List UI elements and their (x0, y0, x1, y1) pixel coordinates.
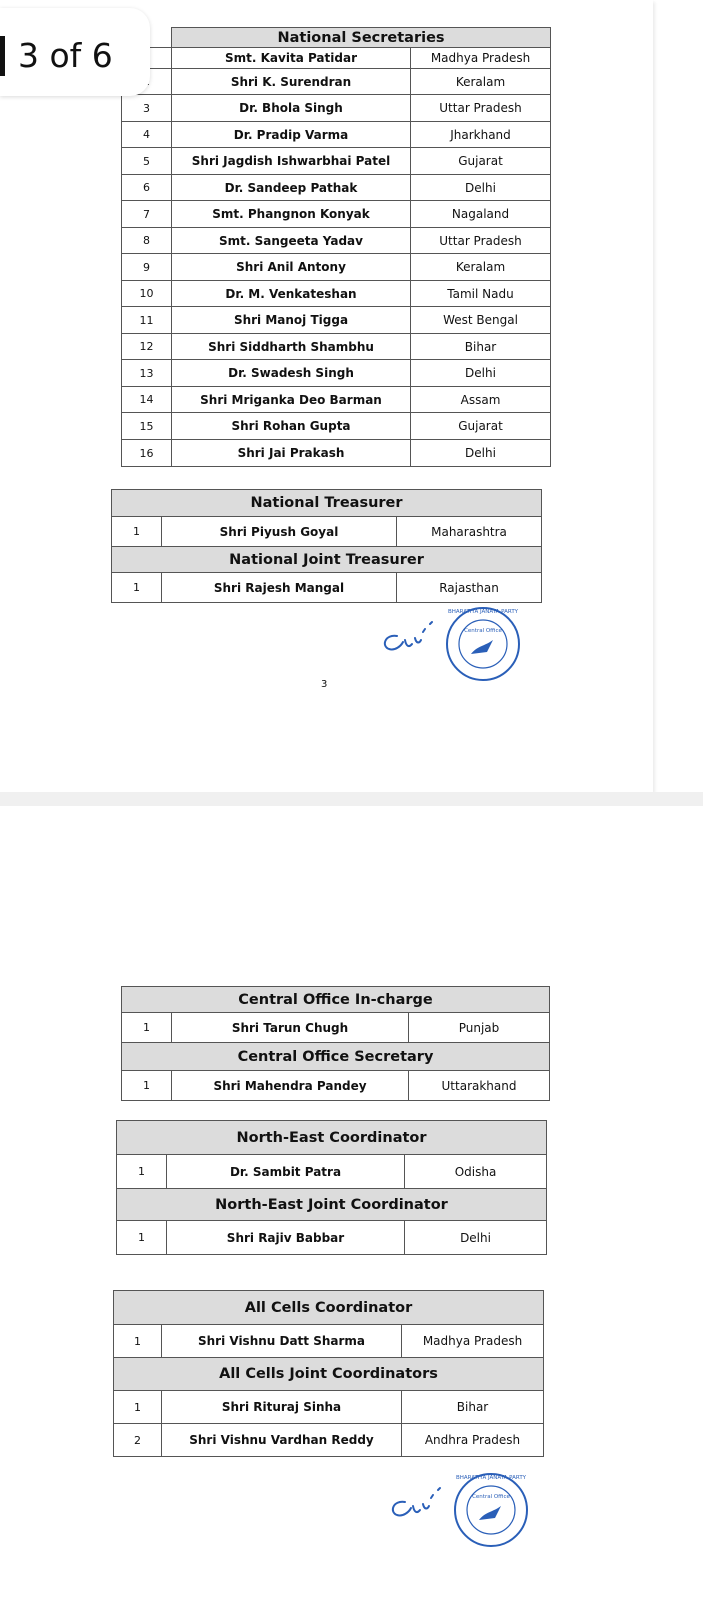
table-row (112, 573, 542, 603)
row-number: 6 (122, 175, 172, 201)
row-number: 10 (122, 281, 172, 307)
table-heading: North-East Coordinator (117, 1121, 547, 1155)
row-number: 1 (122, 1013, 172, 1043)
table-row (122, 281, 551, 307)
table-heading: All Cells Joint Coordinators (114, 1358, 544, 1391)
member-name: Dr. Pradip Varma (172, 122, 411, 148)
table-row (122, 360, 551, 387)
member-state: Bihar (411, 334, 551, 360)
row-number: 1 (117, 1155, 167, 1189)
member-name: Dr. M. Venkateshan (172, 281, 411, 307)
member-state: Gujarat (411, 413, 551, 440)
row-number: 4 (122, 122, 172, 148)
row-number: 3 (122, 95, 172, 122)
table-row (117, 1221, 547, 1255)
member-name: Shri Rituraj Sinha (162, 1391, 402, 1424)
member-name: Shri Vishnu Datt Sharma (162, 1325, 402, 1358)
row-number: 7 (122, 201, 172, 228)
page-separator (0, 792, 703, 806)
table-heading: National Treasurer (112, 490, 542, 517)
member-name: Shri K. Surendran (172, 69, 411, 95)
table-heading: National Joint Treasurer (112, 547, 542, 573)
document-page-4 (0, 806, 653, 1600)
member-name: Shri Vishnu Vardhan Reddy (162, 1424, 402, 1457)
table-heading: All Cells Coordinator (114, 1291, 544, 1325)
table-row (122, 307, 551, 334)
member-state: Rajasthan (397, 573, 542, 603)
member-name: Smt. Sangeeta Yadav (172, 228, 411, 254)
member-name: Smt. Kavita Patidar (172, 48, 411, 69)
member-name: Shri Mahendra Pandey (172, 1071, 409, 1101)
member-name: Dr. Sambit Patra (167, 1155, 405, 1189)
member-state: Nagaland (411, 201, 551, 228)
member-name: Dr. Bhola Singh (172, 95, 411, 122)
member-name: Shri Mriganka Deo Barman (172, 387, 411, 413)
member-state: Keralam (411, 254, 551, 281)
table-row (122, 48, 551, 69)
table-heading: National Secretaries (172, 28, 551, 48)
stamp-outer-text: BHARATIYA JANATA PARTY (455, 1475, 527, 1481)
row-number: 1 (112, 573, 162, 603)
table-row (122, 228, 551, 254)
member-state: Assam (411, 387, 551, 413)
page-counter-badge (0, 8, 150, 96)
table-row (122, 387, 551, 413)
stamp-inner-text: Central Office (472, 1494, 510, 1500)
row-number: 1 (122, 1071, 172, 1101)
row-number: 5 (122, 148, 172, 175)
member-name: Shri Rajiv Babbar (167, 1221, 405, 1255)
member-state: Bihar (402, 1391, 544, 1424)
member-name: Shri Jagdish Ishwarbhai Patel (172, 148, 411, 175)
row-number: 1 (117, 1221, 167, 1255)
table-row (122, 148, 551, 175)
member-state: Punjab (409, 1013, 550, 1043)
member-state: Delhi (405, 1221, 547, 1255)
member-state: Tamil Nadu (411, 281, 551, 307)
table-row (114, 1424, 544, 1457)
member-name: Shri Manoj Tigga (172, 307, 411, 334)
table-row (122, 69, 551, 95)
page-counter-text: 3 of 6 (18, 36, 113, 75)
table-row (122, 175, 551, 201)
page-number: 3 (321, 679, 328, 690)
table-row (122, 1013, 550, 1043)
table-heading: Central Office In-charge (122, 987, 550, 1013)
member-state: Delhi (411, 440, 551, 467)
member-name: Shri Piyush Goyal (162, 517, 397, 547)
row-number: 1 (112, 517, 162, 547)
table-heading: Central Office Secretary (122, 1043, 550, 1071)
member-state: Uttar Pradesh (411, 228, 551, 254)
row-number: 1 (114, 1325, 162, 1358)
member-state: Maharashtra (397, 517, 542, 547)
north-east-table (116, 1120, 547, 1255)
table-row (114, 1325, 544, 1358)
member-state: Gujarat (411, 148, 551, 175)
member-name: Dr. Sandeep Pathak (172, 175, 411, 201)
table-row (122, 1071, 550, 1101)
member-name: Shri Tarun Chugh (172, 1013, 409, 1043)
all-cells-table (113, 1290, 544, 1457)
central-office-table (121, 986, 550, 1101)
member-name: Shri Siddharth Shambhu (172, 334, 411, 360)
member-state: Keralam (411, 69, 551, 95)
member-state: Delhi (411, 360, 551, 387)
row-number: 11 (122, 307, 172, 334)
stamp-outer-text: BHARATIYA JANATA PARTY (447, 609, 519, 615)
table-row (122, 334, 551, 360)
row-number: 13 (122, 360, 172, 387)
member-state: Delhi (411, 175, 551, 201)
row-number: 15 (122, 413, 172, 440)
table-row (122, 95, 551, 122)
member-name: Smt. Phangnon Konyak (172, 201, 411, 228)
table-row (122, 201, 551, 228)
stamp-inner-text: Central Office (464, 628, 502, 634)
national-treasurer-table (111, 489, 542, 603)
table-row (112, 517, 542, 547)
table-heading: North-East Joint Coordinator (117, 1189, 547, 1221)
row-number: 1 (114, 1391, 162, 1424)
member-state: Jharkhand (411, 122, 551, 148)
counter-accent-bar (0, 36, 5, 76)
member-state: Odisha (405, 1155, 547, 1189)
table-row (122, 413, 551, 440)
table-row (122, 122, 551, 148)
member-name: Shri Anil Antony (172, 254, 411, 281)
signature-and-stamp (375, 602, 525, 686)
row-number: 2 (114, 1424, 162, 1457)
member-state: Madhya Pradesh (411, 48, 551, 69)
signature-and-stamp (383, 1468, 533, 1552)
member-name: Shri Rohan Gupta (172, 413, 411, 440)
member-state: Uttar Pradesh (411, 95, 551, 122)
member-state: West Bengal (411, 307, 551, 334)
table-row (114, 1391, 544, 1424)
member-state: Uttarakhand (409, 1071, 550, 1101)
member-state: Andhra Pradesh (402, 1424, 544, 1457)
table-row (122, 440, 551, 467)
row-number: 12 (122, 334, 172, 360)
row-number: 8 (122, 228, 172, 254)
table-row (122, 254, 551, 281)
row-number: 9 (122, 254, 172, 281)
row-number: 16 (122, 440, 172, 467)
member-state: Madhya Pradesh (402, 1325, 544, 1358)
row-number: 14 (122, 387, 172, 413)
member-name: Shri Rajesh Mangal (162, 573, 397, 603)
member-name: Shri Jai Prakash (172, 440, 411, 467)
document-page-3 (0, 0, 653, 792)
table-row (117, 1155, 547, 1189)
member-name: Dr. Swadesh Singh (172, 360, 411, 387)
national-secretaries-table (121, 27, 551, 467)
